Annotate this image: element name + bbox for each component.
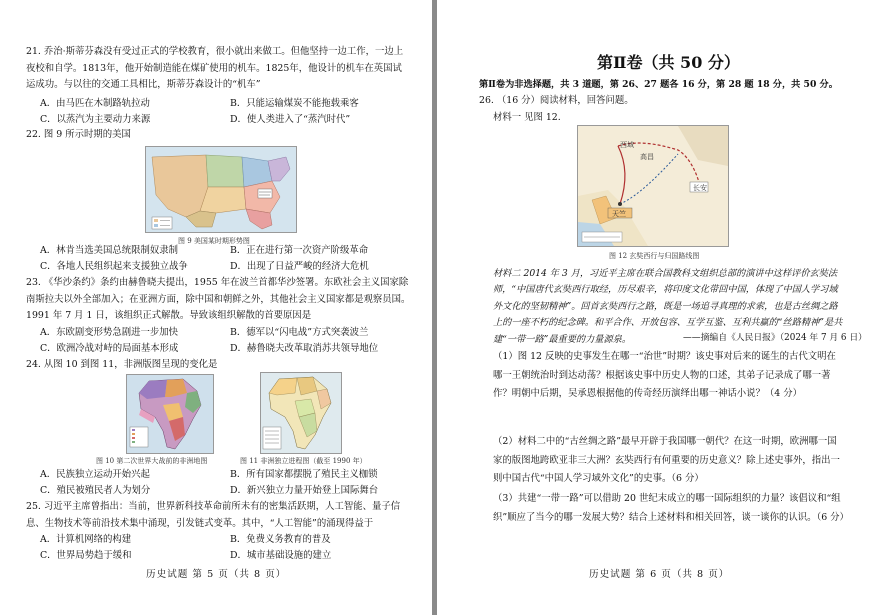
q25-option-a: A．计算机网络的构建 — [40, 534, 132, 545]
q22-option-b: B．正在进行第一次资产阶级革命 — [230, 245, 369, 256]
q22-option-a: A．林肯当选美国总统限制奴隶制 — [40, 245, 179, 256]
page-5 — [0, 0, 432, 615]
africa-map-figure-10 — [126, 374, 214, 454]
q26-heading: 26. （16 分）阅读材料，回答问题。 — [479, 95, 634, 106]
q21-option-a: A．由马匹在木制路轨拉动 — [40, 98, 150, 109]
page-6 — [437, 0, 870, 615]
q23-option-c: C．欧洲冷战对峙的局面基本形成 — [40, 343, 179, 354]
q22-option-d: D．出现了日益严峻的经济大危机 — [230, 261, 369, 272]
figure-9-caption: 图 9 美国某时期形势图 — [178, 237, 250, 245]
page-6-footer: 历史试题 第 6 页（共 8 页） — [589, 569, 730, 580]
q24-option-d: D．新兴独立力量开始登上国际舞台 — [230, 485, 379, 496]
map-label-gaochang: 高昌 — [640, 153, 654, 161]
q25-option-c: C．世界局势趋于缓和 — [40, 550, 132, 561]
q25-stem: 25. 习近平主席曾指出：当前，世界新科技革命前所未有的密集活跃期，人工智能、量子信息、生物技术等前沿技术集中涌现，引发链式变革。其中，“人工智能”的涌现得益于 — [26, 501, 401, 529]
africa-prewar-map-graphic — [127, 375, 213, 453]
q24-stem: 24. 从图 10 到图 11，非洲版图呈现的变化是 — [26, 359, 218, 370]
figure-10-caption: 图 10 第二次世界大战前的非洲地图 — [96, 457, 208, 465]
figure-12-caption: 图 12 玄奘西行与归国路线图 — [609, 252, 700, 260]
us-map-graphic — [146, 147, 296, 232]
section-title: 第Ⅱ卷（共 50 分） — [597, 53, 740, 72]
map-label-changan: 长安 — [693, 184, 707, 192]
q24-option-c: C．殖民被殖民者人为划分 — [40, 485, 151, 496]
map-label-xiyu: 西域 — [620, 141, 634, 149]
q26-material-2: 材料二 2014 年 3 月，习近平主席在联合国教科文组织总部的演讲中这样评价玄奘法师，“中国唐代玄奘西行取经，历尽艰辛，将印度文化带回中国，体现了中国人学习域外文化的坚韧精神”。回首玄奘西行之路，既是一场追寻真理的求索，也是古丝绸之路上的一座不朽的纪念碑。和平合作、开放包容、互学互鉴、互利共赢的“丝路精神”是共建“一带一路”最重要的力量源泉。 — [493, 268, 843, 345]
q24-option-b: B．所有国家都摆脱了殖民主义枷锁 — [230, 469, 378, 480]
q21-option-b: B．只能运输煤炭不能拖载乘客 — [230, 98, 359, 109]
africa-independence-map-graphic — [261, 373, 341, 453]
material-2-source: ——摘编自《人民日报》（2024 年 7 月 6 日） — [683, 333, 867, 343]
q22-option-c: C．各地人民组织起来支援独立战争 — [40, 261, 188, 272]
q26-subquestion-1: （1）图 12 反映的史事发生在哪一“治世”时期？该史事对后来的诞生的古代文明在哪一王朝统治时到达动荡？根据该史事中历史人物的口述，其弟子记录成了哪一著作？明朝中后期，吴承恩根据他的传奇经历演绎出哪一神话小说？（4 分） — [493, 351, 836, 399]
map-label-tianzhu: 天竺 — [612, 210, 626, 218]
q21-option-d: D．使人类进入了“蒸汽时代” — [230, 114, 351, 125]
q25-option-b: B．免费义务教育的普及 — [230, 534, 331, 545]
q24-option-a: A．民族独立运动开始兴起 — [40, 469, 150, 480]
q25-option-d: D．城市基础设施的建立 — [230, 550, 332, 561]
q26-subquestion-3: （3）共建“一带一路”可以借助 20 世纪末成立的哪一国际组织的力量？该倡议和“组织”顺应了当今的哪一发展大势？结合上述材料和相关回答，谈一谈你的认识。（6 分） — [493, 493, 849, 523]
section-intro: 第Ⅱ卷为非选择题，共 3 道题，第 26、27 题各 16 分，第 28 题 18 分，共 50 分。 — [479, 79, 838, 90]
figure-11-caption: 图 11 非洲独立进程图（截至 1990 年） — [240, 457, 367, 465]
page-5-footer: 历史试题 第 5 页（共 8 页） — [146, 569, 287, 580]
q22-stem: 22. 图 9 所示时期的美国 — [26, 129, 131, 140]
us-map-figure-9 — [145, 146, 297, 233]
q23-stem: 23. 《华沙条约》条约由赫鲁晓夫提出，1955 年在波兰首都华沙签署。东欧社会主义国家除南斯拉夫以外全部加入；在亚洲方面，除中国和朝鲜之外，其他社会主义国家都是观察员国。1991 年 7 月 1 日，该组织正式解散。导致该组织解散的首要原因是 — [26, 277, 411, 322]
q23-option-a: A．东欧剧变形势急剧进一步加快 — [40, 327, 179, 338]
q21-stem: 21. 乔治·斯蒂芬森没有受过正式的学校教育，很小就出来做工。但他坚持一边工作，一边上夜校和自学。1813年，他开始制造能在煤矿使用的机车。1825年，他设计的机车在英国试运成功。与以往的交通工具相比，斯蒂芬森设计的“机车” — [26, 46, 404, 91]
q26-material-1: 材料一 见图 12. — [493, 112, 561, 123]
xuanzang-route-map-figure-12 — [577, 125, 729, 247]
q23-option-d: D．赫鲁晓夫改革取消苏共领导地位 — [230, 343, 379, 354]
q26-subquestion-2: （2）材料二中的“古丝绸之路”最早开辟于我国哪一朝代？在这一时期，欧洲哪一国家的版图地跨欧亚非三大洲？玄奘西行有何重要的历史意义？除上述史事外，指出一则中国古代“中国人学习域外文化”的史事。（6 分） — [493, 436, 840, 484]
africa-map-figure-11 — [260, 372, 342, 454]
q21-option-c: C．以蒸汽为主要动力来源 — [40, 114, 151, 125]
q23-option-b: B．德军以“闪电战”方式突袭波兰 — [230, 327, 369, 338]
